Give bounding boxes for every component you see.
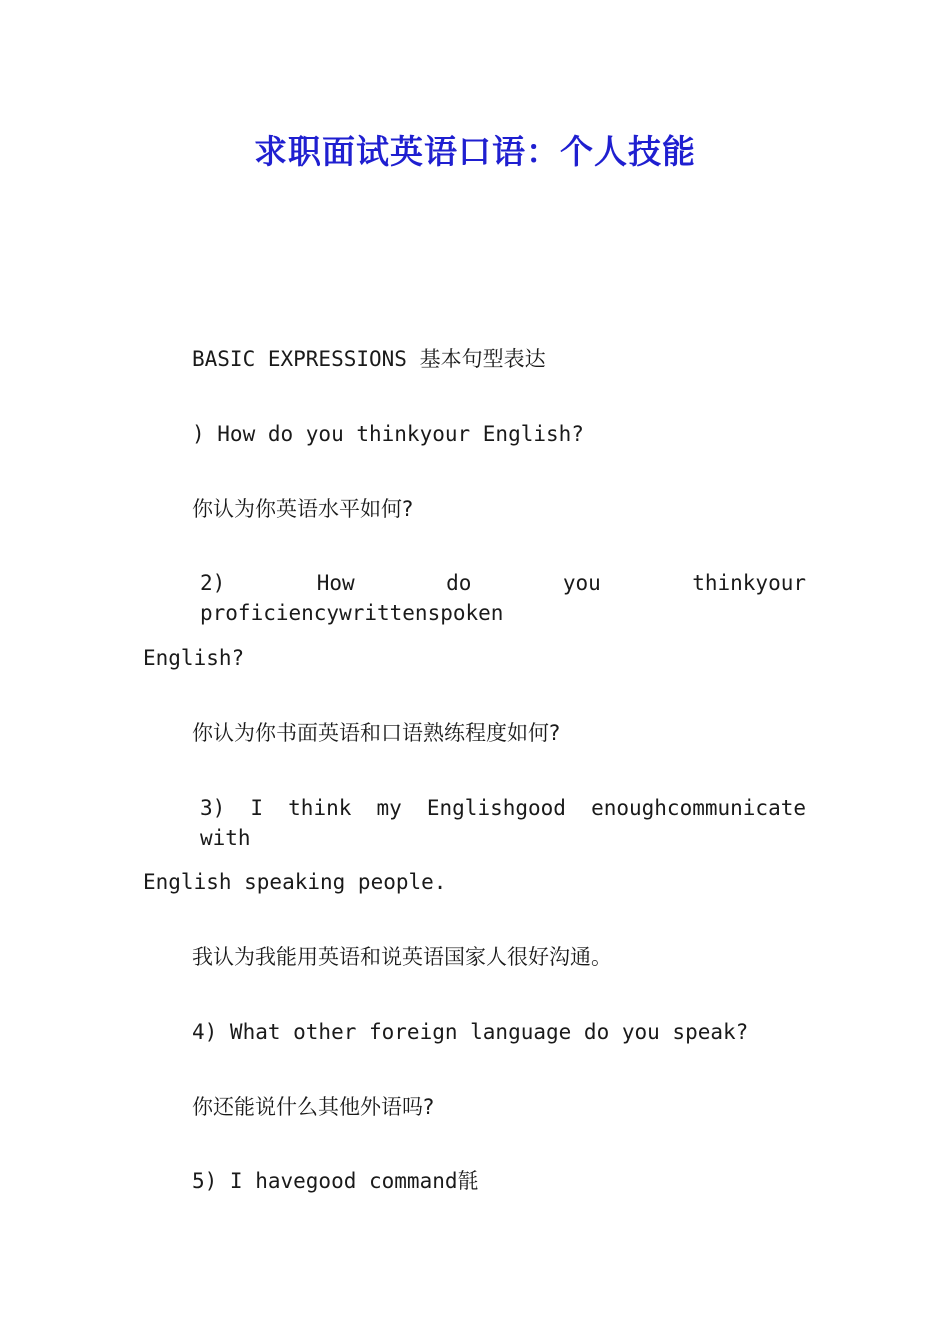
paragraph-line: 2) How do you thinkyour proficiencywrittenspoken <box>200 571 806 625</box>
garbled-glyph: 毻 <box>457 1169 479 1193</box>
paragraph-line-text: 5) I havegood command <box>192 1169 458 1193</box>
paragraph-line: 我认为我能用英语和说英语国家人很好沟通。 <box>192 945 612 969</box>
paragraph-line: ) How do you thinkyour English? <box>192 422 584 446</box>
paragraph-line <box>192 1166 479 1196</box>
paragraph-line: 你还能说什么其他外语吗? <box>192 1095 435 1119</box>
page-title: 求职面试英语口语：个人技能 <box>254 132 696 171</box>
paragraph-line: 你认为你英语水平如何? <box>192 497 414 521</box>
paragraph-line: 3) I think my Englishgood enoughcommunicate with <box>200 796 806 850</box>
paragraph-line: 你认为你书面英语和口语熟练程度如何? <box>192 721 561 745</box>
paragraph-line: English speaking people. <box>143 870 447 894</box>
paragraph-line: English? <box>143 646 245 670</box>
section-heading: BASIC EXPRESSIONS 基本句型表达 <box>192 347 546 371</box>
paragraph-line: 4) What other foreign language do you speak? <box>192 1020 749 1044</box>
